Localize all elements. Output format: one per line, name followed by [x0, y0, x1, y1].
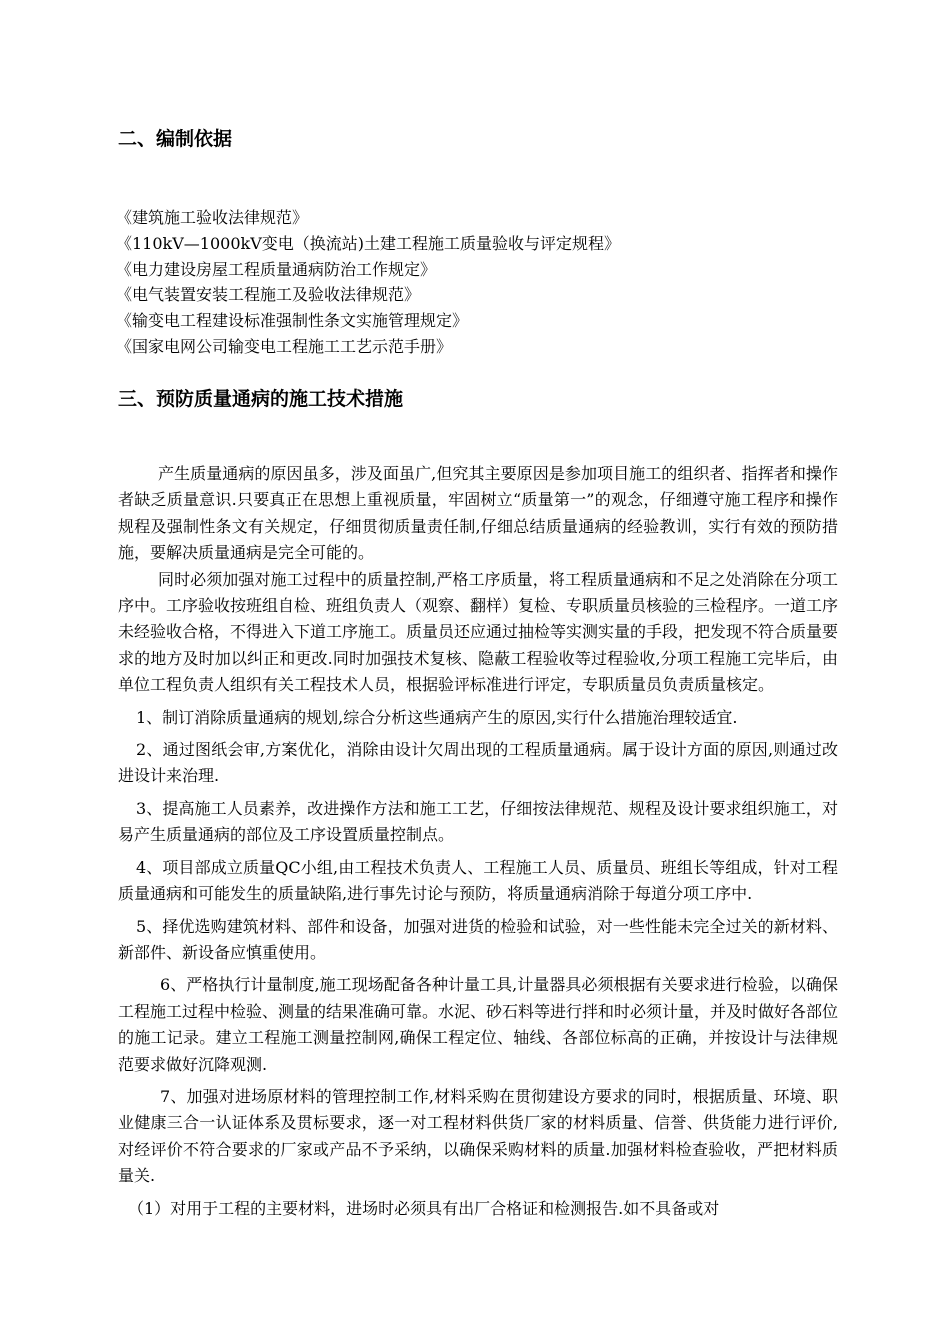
- paragraph: 2、通过图纸会审,方案优化，消除由设计欠周出现的工程质量通病。属于设计方面的原因,则通过改进设计来治理.: [118, 740, 838, 786]
- reference-item: 《建筑施工验收法律规范》: [116, 208, 309, 227]
- paragraph: 5、择优选购建筑材料、部件和设备，加强对进货的检验和试验，对一些性能未完全过关的新材料、新部件、新设备应慎重使用。: [118, 916, 838, 962]
- section-2-heading: 二、编制依据: [118, 128, 233, 150]
- paragraph: 1、制订消除质量通病的规划,综合分析这些通病产生的原因,实行什么措施治理较适宜.: [136, 707, 738, 727]
- section-3-heading: 三、预防质量通病的施工技术措施: [118, 388, 404, 410]
- reference-item: 《国家电网公司输变电工程施工工艺示范手册》: [116, 336, 453, 356]
- section-3-body: [118, 461, 838, 1222]
- paragraph: 产生质量通病的原因虽多，涉及面虽广,但究其主要原因是参加项目施工的组织者、指挥者和操作者缺乏质量意识.只要真正在思想上重视质量，牢固树立“质量第一”的观念，仔细遵守施工程序和操作规程及强制性条文有关规定，仔细贯彻质量责任制,仔细总结质量通病的经验教训，实行有效的预防措施，要解决质量通病是完全可能的。: [118, 464, 838, 563]
- paragraph: 同时必须加强对施工过程中的质量控制,严格工序质量，将工程质量通病和不足之处消除在分项工序中。工序验收按班组自检、班组负责人（观察、翻样）复检、专职质量员核验的三检程序。一道工序未经验收合格，不得进入下道工序施工。质量员还应通过抽检等实测实量的手段，把发现不符合质量要求的地方及时加以纠正和更改.同时加强技术复核、隐蔽工程验收等过程验收,分项工程施工完毕后，由单位工程负责人组织有关工程技术人员，根据验评标准进行评定，专职质量员负责质量核定。: [118, 569, 839, 695]
- paragraph: 3、提高施工人员素养，改进操作方法和施工工艺，仔细按法律规范、规程及设计要求组织施工，对易产生质量通病的部位及工序设置质量控制点。: [118, 798, 838, 845]
- paragraph: 6、严格执行计量制度,施工现场配备各种计量工具,计量器具必须根据有关要求进行检验，以确保工程施工过程中检验、测量的结果准确可靠。水泥、砂石料等进行拌和时必须计量，并及时做好各部位的施工记录。建立工程施工测量控制网,确保工程定位、轴线、各部位标高的正确，并按设计与法律规范要求做好沉降观测.: [118, 975, 839, 1074]
- paragraph: 7、加强对进场原材料的管理控制工作,材料采购在贯彻建设方要求的同时，根据质量、环境、职业健康三合一认证体系及贯标要求，逐一对工程材料供货厂家的材料质量、信誉、供货能力进行评价,对经评价不符合要求的厂家或产品不予采纳，以确保采购材料的质量.加强材料检查验收，严把材料质量关.: [118, 1086, 838, 1186]
- paragraph: （1）对用于工程的主要材料，进场时必须具有出厂合格证和检测报告.如不具备或对: [128, 1198, 720, 1218]
- reference-list: [116, 205, 620, 360]
- reference-item: 《电气装置安装工程施工及验收法律规范》: [116, 285, 421, 305]
- reference-item: 《110kV—1000kV变电（换流站)土建工程施工质量验收与评定规程》: [116, 233, 621, 253]
- paragraph: 4、项目部成立质量QC小组,由工程技术负责人、工程施工人员、质量员、班组长等组成，针对工程质量通病和可能发生的质量缺陷,进行事先讨论与预防，将质量通病消除于每道分项工序中.: [118, 857, 838, 904]
- reference-item: 《电力建设房屋工程质量通病防治工作规定》: [116, 259, 437, 279]
- reference-item: 《输变电工程建设标准强制性条文实施管理规定》: [116, 311, 469, 331]
